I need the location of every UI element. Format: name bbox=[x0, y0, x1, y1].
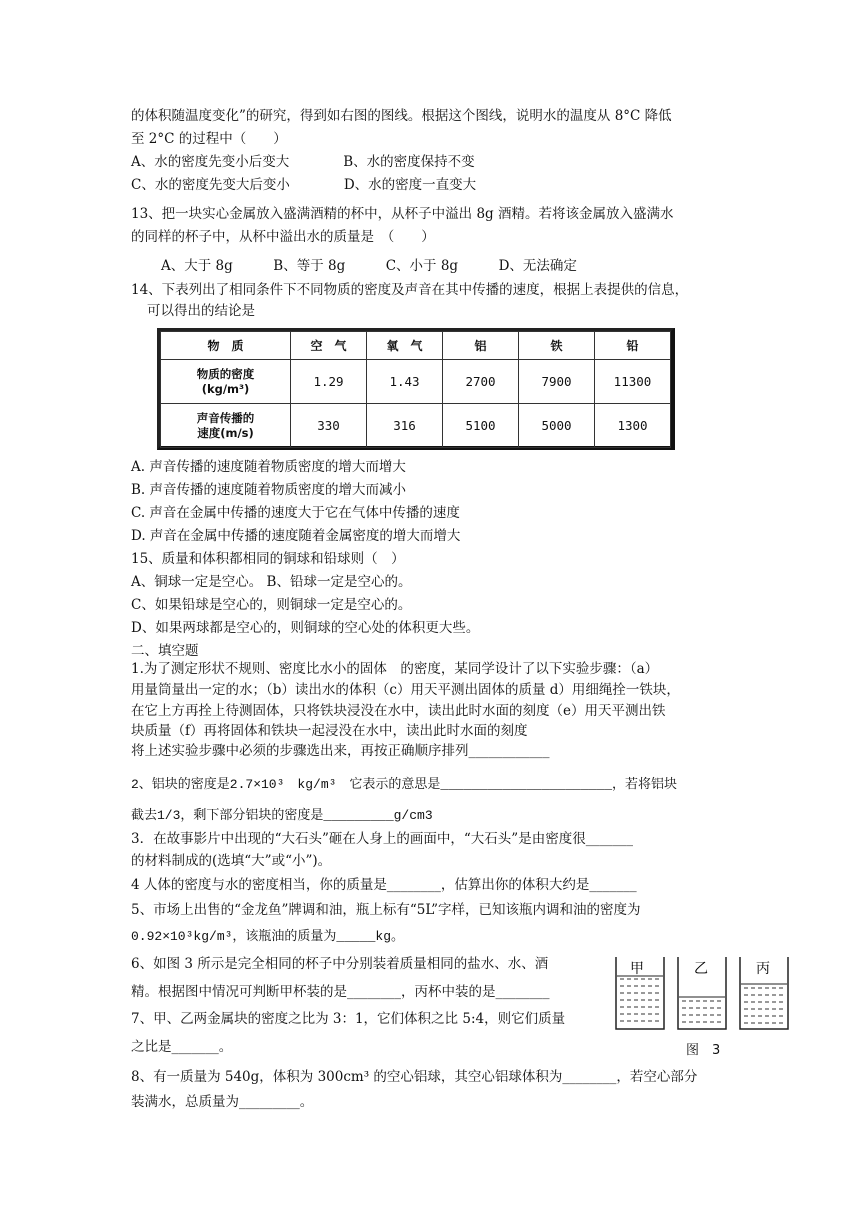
q15-option-d: D、如果两球都是空心的，则铜球的空心处的体积更大些。 bbox=[131, 620, 480, 636]
table-cell: 1.43 bbox=[367, 360, 443, 404]
table-row-speed bbox=[161, 404, 671, 448]
fill-q7-line-2: 之比是_______。 bbox=[131, 1039, 233, 1055]
table-cell: 11300 bbox=[595, 360, 671, 404]
cup-label: 乙 bbox=[694, 961, 708, 977]
figure-3-caption: 图 3 bbox=[686, 1043, 721, 1058]
table-header-cell: 铁 bbox=[519, 332, 595, 360]
table-header-cell: 空 气 bbox=[291, 332, 367, 360]
table-cell: 5100 bbox=[443, 404, 519, 448]
table-cell: 7900 bbox=[519, 360, 595, 404]
cup-label: 丙 bbox=[756, 961, 770, 977]
table-cell: 330 bbox=[291, 404, 367, 448]
q12-option-cd: C、水的密度先变大后变小 D、水的密度一直变大 bbox=[131, 177, 477, 193]
figure-3-cups bbox=[608, 955, 798, 1050]
table-row-label: 物质的密度 (kg/m³) bbox=[161, 360, 291, 404]
q14-option-b: B. 声音传播的速度随着物质密度的增大而减小 bbox=[131, 482, 407, 498]
table-cell: 1.29 bbox=[291, 360, 367, 404]
fill-q3-line-2: 的材料制成的(选填“大”或“小”)。 bbox=[131, 853, 332, 869]
fill-q1-line-2: 用量筒量出一定的水；（b）读出水的体积（c）用天平测出固体的质量 d）用细绳拴一铁块， bbox=[131, 682, 680, 698]
cup-label: 甲 bbox=[630, 961, 644, 977]
table-cell: 1300 bbox=[595, 404, 671, 448]
fill-q1-line-4: 块质量（f）再将固体和铁块一起浸没在水中，读出此时水面的刻度 bbox=[131, 723, 528, 739]
table-header-cell: 铅 bbox=[595, 332, 671, 360]
fill-q5-line-2: 0.92×10³kg/m³，该瓶油的质量为_____kg。 bbox=[131, 929, 405, 944]
table-cell: 2700 bbox=[443, 360, 519, 404]
q15-text: 15、质量和体积都相同的铜球和铅球则（ ） bbox=[131, 551, 405, 567]
q14-text-line-2: 可以得出的结论是 bbox=[147, 303, 255, 319]
fill-q2-line-2: 截去1/3，剩下部分铝块的密度是_________g/cm3 bbox=[131, 808, 433, 823]
q12-text-line-1: 的体积随温度变化”的研究，得到如右图的图线。根据这个图线，说明水的温度从 8°C 降低 bbox=[131, 108, 672, 124]
fill-q8-line-2: 装满水，总质量为_________。 bbox=[131, 1094, 314, 1110]
q14-text-line-1: 14、下表列出了相同条件下不同物质的密度及声音在其中传播的速度，根据上表提供的信息， bbox=[131, 282, 689, 298]
table-cell: 5000 bbox=[519, 404, 595, 448]
table-row-density bbox=[161, 360, 671, 404]
fill-q6-line-2: 精。根据图中情况可判断甲杯装的是________，丙杯中装的是________ bbox=[131, 984, 550, 1000]
table-cell: 316 bbox=[367, 404, 443, 448]
q12-text-line-2: 至 2°C 的过程中（ ） bbox=[131, 131, 287, 147]
fill-q3-line-1: 3．在故事影片中出现的“大石头”砸在人身上的画面中，“大石头”是由密度很_______ bbox=[131, 831, 633, 847]
fill-q6-line-1: 6、如图 3 所示是完全相同的杯子中分别装着质量相同的盐水、水、酒 bbox=[131, 956, 549, 972]
fill-q5-line-1: 5、市场上出售的“金龙鱼”牌调和油，瓶上标有“5L”字样，已知该瓶内调和油的密度为 bbox=[131, 902, 641, 918]
fill-q8-line-1: 8、有一质量为 540g，体积为 300cm³ 的空心铝球，其空心铝球体积为________，若空心部分 bbox=[131, 1069, 698, 1085]
q12-option-ab: A、水的密度先变小后变大 B、水的密度保持不变 bbox=[131, 154, 475, 170]
fill-q1-line-5: 将上述实验步骤中必须的步骤选出来，再按正确顺序排列____________ bbox=[131, 743, 550, 759]
fill-q1-line-3: 在它上方再拴上待测固体，只将铁块浸没在水中，读出此时水面的刻度（e）用天平测出铁 bbox=[131, 703, 666, 719]
table-header-cell: 氧 气 bbox=[367, 332, 443, 360]
table-header-cell: 铝 bbox=[443, 332, 519, 360]
q13-text-line-1: 13、把一块实心金属放入盛满酒精的杯中，从杯子中溢出 8g 酒精。若将该金属放入盛满水 bbox=[131, 206, 674, 222]
q14-option-a: A. 声音传播的速度随着物质密度的增大而增大 bbox=[131, 459, 406, 475]
q14-option-d: D. 声音在金属中传播的速度随着金属密度的增大而增大 bbox=[131, 528, 461, 544]
fill-q7-line-1: 7、甲、乙两金属块的密度之比为 3：1，它们体积之比 5:4，则它们质量 bbox=[131, 1011, 566, 1027]
section-heading-fill-in: 二、填空题 bbox=[131, 643, 199, 659]
q15-option-ab: A、铜球一定是空心。 B、铅球一定是空心的。 bbox=[131, 574, 412, 590]
q14-option-c: C. 声音在金属中传播的速度大于它在气体中传播的速度 bbox=[131, 505, 460, 521]
fill-q2-line-1: 2、铝块的密度是2.7×10³ kg/m³ 它表示的意思是______________________，若将铝块 bbox=[131, 777, 678, 792]
table-row-label: 声音传播的 速度(m/s) bbox=[161, 404, 291, 448]
q13-text-line-2: 的同样的杯子中，从杯中溢出水的质量是 （ ） bbox=[131, 229, 435, 245]
q15-option-c: C、如果铅球是空心的，则铜球一定是空心的。 bbox=[131, 597, 412, 613]
density-sound-table bbox=[157, 328, 675, 450]
table-header-cell: 物 质 bbox=[161, 332, 291, 360]
fill-q1-line-1: 1.为了测定形状不规则、密度比水小的固体 的密度，某同学设计了以下实验步骤：（a） bbox=[131, 661, 659, 677]
fill-q4: 4 人体的密度与水的密度相当，你的质量是________，估算出你的体积大约是_______ bbox=[131, 877, 637, 893]
table-header-row bbox=[161, 332, 671, 360]
q13-options: A、大于 8g B、等于 8g C、小于 8g D、无法确定 bbox=[161, 258, 577, 274]
